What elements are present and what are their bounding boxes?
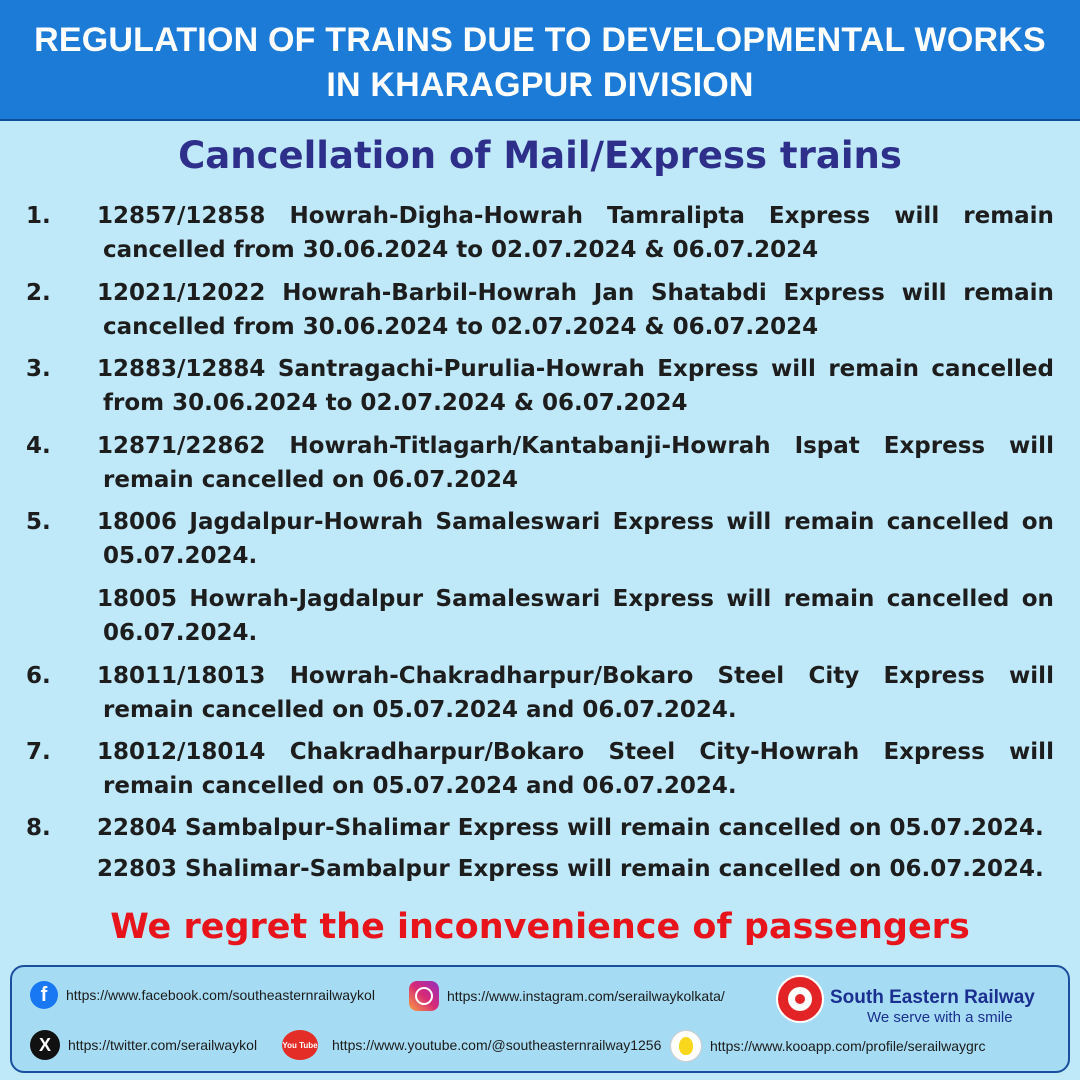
item-number: 5. xyxy=(26,509,51,535)
item-line1: 12883/12884 Santragachi-Purulia-Howrah Express will remain cancelled xyxy=(97,356,1054,382)
item-line1: 12871/22862 Howrah-Titlagarh/Kantabanji-Howrah Ispat Express will xyxy=(97,433,1054,459)
youtube-icon: You Tube xyxy=(282,1030,318,1060)
page-header xyxy=(0,0,1080,121)
org-tagline: We serve with a smile xyxy=(867,1009,1013,1026)
item-line2: remain cancelled on 05.07.2024 and 06.07.2024. xyxy=(103,697,737,723)
item-line1: 12857/12858 Howrah-Digha-Howrah Tamralipta Express will remain xyxy=(97,203,1054,229)
header-title-line2: IN KHARAGPUR DIVISION xyxy=(326,66,754,104)
instagram-icon xyxy=(409,981,439,1011)
item-line1: 22804 Sambalpur-Shalimar Express will remain cancelled on 05.07.2024. xyxy=(97,815,1044,841)
org-name: South Eastern Railway xyxy=(830,987,1035,1008)
twitter-link[interactable] xyxy=(30,1030,257,1060)
railway-logo xyxy=(776,975,824,1023)
x-icon: X xyxy=(30,1030,60,1060)
item-line2: from 30.06.2024 to 02.07.2024 & 06.07.2024 xyxy=(103,390,688,416)
item-line2: remain cancelled on 06.07.2024 xyxy=(103,467,518,493)
page-subtitle: Cancellation of Mail/Express trains xyxy=(178,134,902,177)
item-number: 1. xyxy=(26,203,51,229)
koo-url[interactable]: https://www.kooapp.com/profile/serailwaygrc xyxy=(710,1038,986,1054)
facebook-icon: f xyxy=(30,981,58,1009)
item-line1: 22803 Shalimar-Sambalpur Express will remain cancelled on 06.07.2024. xyxy=(97,856,1044,882)
facebook-link[interactable] xyxy=(30,981,375,1009)
social-footer xyxy=(10,965,1070,1073)
item-number: 8. xyxy=(26,815,51,841)
item-line1: 18012/18014 Chakradharpur/Bokaro Steel City-Howrah Express will xyxy=(97,739,1054,765)
facebook-url[interactable]: https://www.facebook.com/southeasternrailwaykol xyxy=(66,987,375,1003)
header-title-line1: REGULATION OF TRAINS DUE TO DEVELOPMENTAL WORKS xyxy=(34,21,1046,59)
item-number: 6. xyxy=(26,663,51,689)
item-number: 2. xyxy=(26,280,51,306)
regret-message: We regret the inconvenience of passengers xyxy=(110,907,970,947)
item-line2: cancelled from 30.06.2024 to 02.07.2024 & 06.07.2024 xyxy=(103,237,819,263)
item-line2: 05.07.2024. xyxy=(103,543,258,569)
item-line1: 18011/18013 Howrah-Chakradharpur/Bokaro Steel City Express will xyxy=(97,663,1054,689)
instagram-link[interactable] xyxy=(409,981,725,1011)
item-line2: remain cancelled on 05.07.2024 and 06.07.2024. xyxy=(103,773,737,799)
item-line1: 18005 Howrah-Jagdalpur Samaleswari Express will remain cancelled on xyxy=(97,586,1054,612)
koo-icon xyxy=(670,1030,702,1062)
youtube-url[interactable]: https://www.youtube.com/@southeasternrailway1256 xyxy=(332,1037,662,1053)
twitter-url[interactable]: https://twitter.com/serailwaykol xyxy=(68,1037,258,1053)
instagram-url[interactable]: https://www.instagram.com/serailwaykolkata/ xyxy=(447,988,725,1004)
youtube-link[interactable] xyxy=(282,1030,661,1060)
item-line2: 06.07.2024. xyxy=(103,620,258,646)
item-line1: 18006 Jagdalpur-Howrah Samaleswari Express will remain cancelled on xyxy=(97,509,1054,535)
koo-link[interactable] xyxy=(670,1030,985,1062)
item-number: 3. xyxy=(26,356,51,382)
item-number: 4. xyxy=(26,433,51,459)
item-line1: 12021/12022 Howrah-Barbil-Howrah Jan Shatabdi Express will remain xyxy=(97,280,1054,306)
item-line2: cancelled from 30.06.2024 to 02.07.2024 & 06.07.2024 xyxy=(103,314,819,340)
item-number: 7. xyxy=(26,739,51,765)
